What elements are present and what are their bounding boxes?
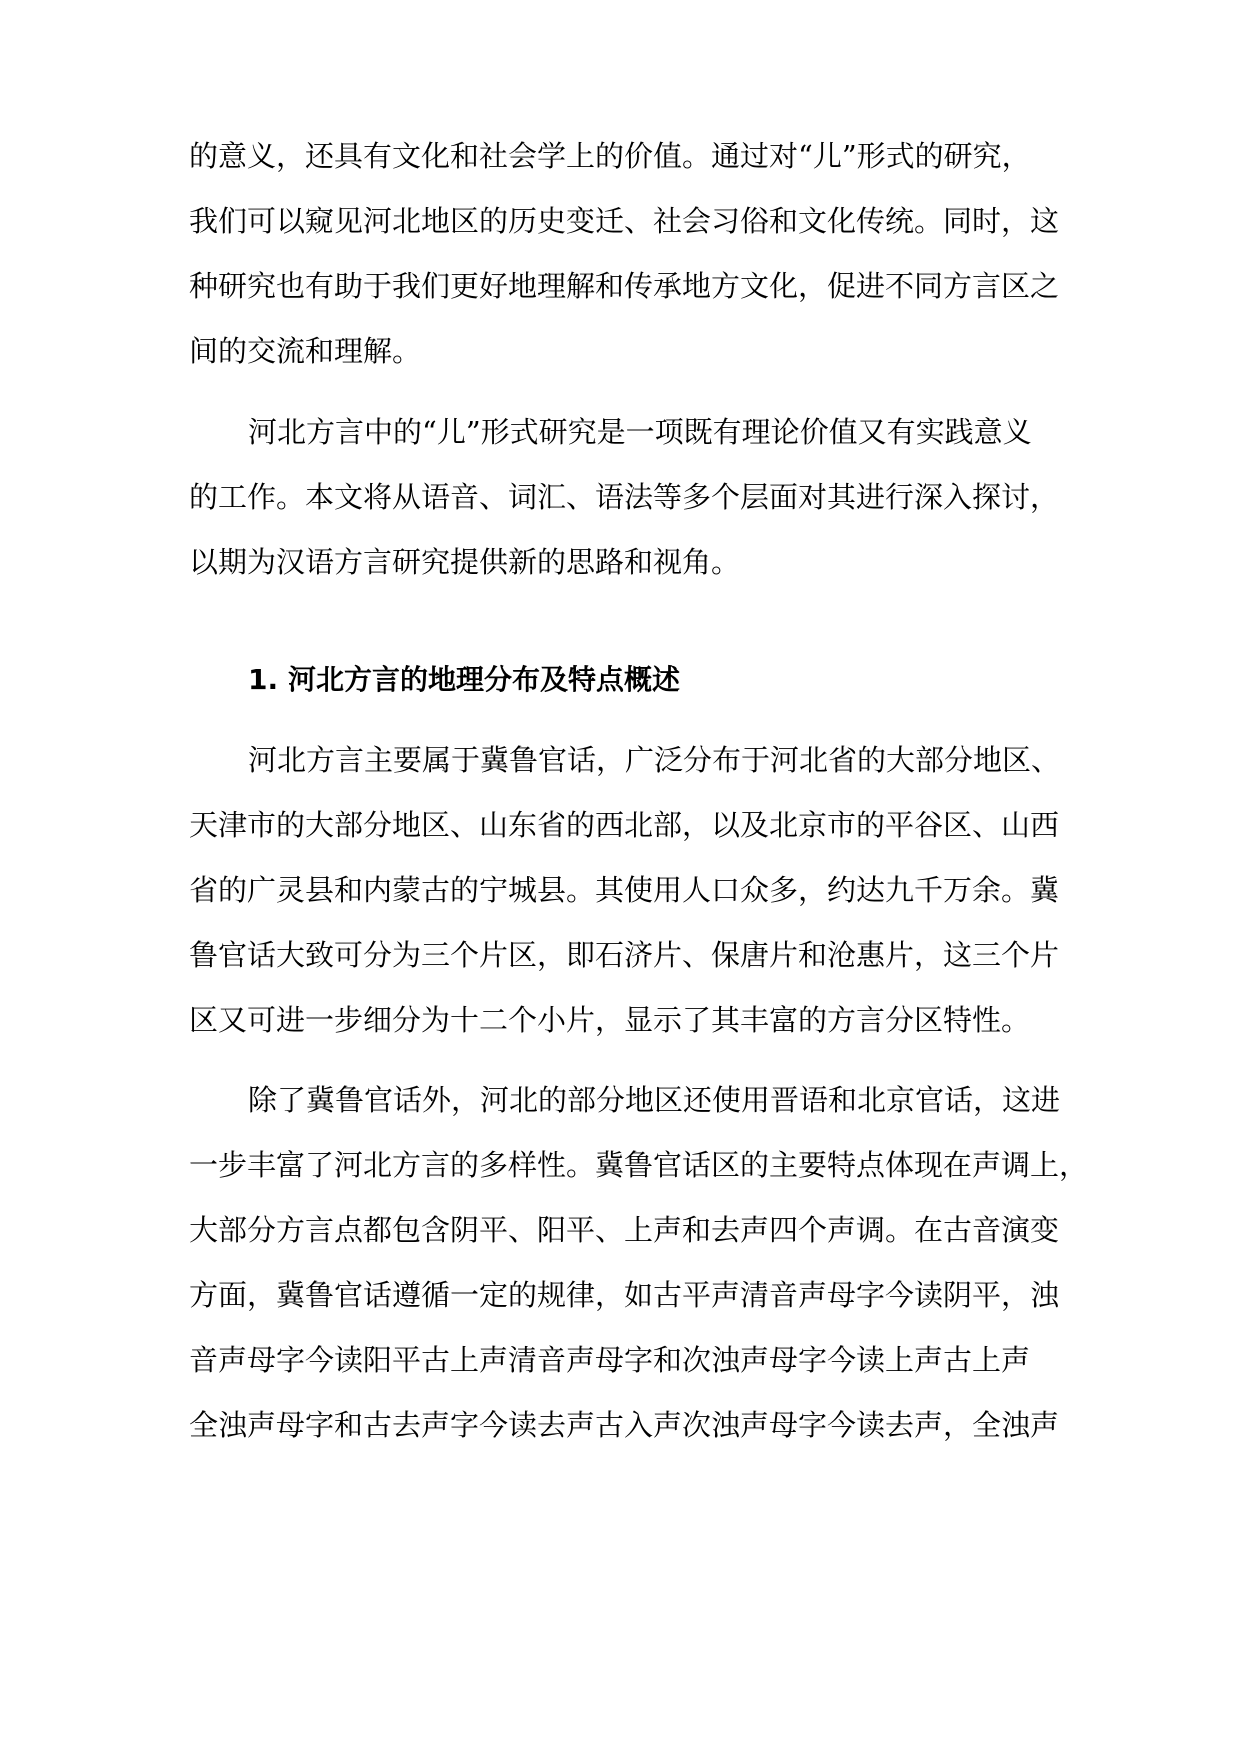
text-line: 鲁官话大致可分为三个片区，即石济片、保唐片和沧惠片，这三个片	[189, 938, 1060, 972]
text-line: 河北方言中的“儿”形式研究是一项既有理论价值又有实践意义	[248, 415, 1032, 449]
text-line: 以期为汉语方言研究提供新的思路和视角。	[189, 545, 741, 579]
text-line: 间的交流和理解。	[189, 334, 422, 368]
text-line: 我们可以窥见河北地区的历史变迁、社会习俗和文化传统。同时，这	[189, 204, 1060, 238]
text-line: 方面，冀鲁官话遵循一定的规律，如古平声清音声母字今读阴平，浊	[189, 1278, 1060, 1312]
text-line: 省的广灵县和内蒙古的宁城县。其使用人口众多，约达九千万余。冀	[189, 873, 1060, 907]
text-line: 音声母字今读阳平古上声清音声母字和次浊声母字今读上声古上声	[189, 1343, 1031, 1377]
section-title: 河北方言的地理分布及特点概述	[288, 663, 681, 696]
text-line: 除了冀鲁官话外，河北的部分地区还使用晋语和北京官话，这进	[248, 1083, 1061, 1117]
text-line: 种研究也有助于我们更好地理解和传承地方文化，促进不同方言区之	[189, 269, 1060, 303]
text-line: 区又可进一步细分为十二个小片，显示了其丰富的方言分区特性。	[189, 1003, 1031, 1037]
text-line: 天津市的大部分地区、山东省的西北部，以及北京市的平谷区、山西	[189, 808, 1060, 842]
text-line: 河北方言主要属于冀鲁官话，广泛分布于河北省的大部分地区、	[248, 743, 1061, 777]
text-line: 的工作。本文将从语音、词汇、语法等多个层面对其进行深入探讨，	[189, 480, 1060, 514]
section-heading	[248, 652, 1068, 708]
text-line: 大部分方言点都包含阴平、阳平、上声和去声四个声调。在古音演变	[189, 1213, 1060, 1247]
text-line: 的意义，还具有文化和社会学上的价值。通过对“儿”形式的研究，	[189, 139, 1031, 173]
section-number: 1.	[248, 663, 279, 696]
text-line: 全浊声母字和古去声字今读去声古入声次浊声母字今读去声，全浊声	[189, 1408, 1060, 1442]
text-line: 一步丰富了河北方言的多样性。冀鲁官话区的主要特点体现在声调上，	[189, 1148, 1089, 1182]
